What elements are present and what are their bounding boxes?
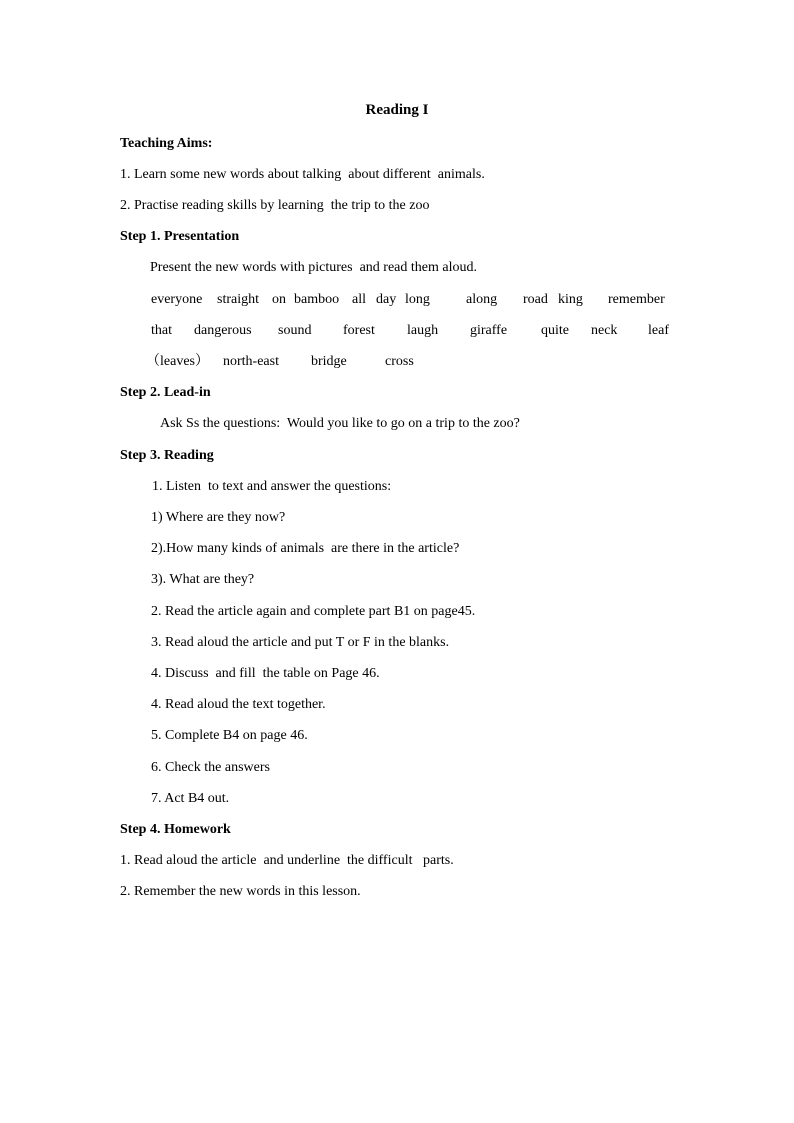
vocab-word: bamboo (294, 292, 340, 307)
page-title: Reading I (365, 102, 429, 118)
step1-intro: Present the new words with pictures and read them aloud. (150, 260, 477, 275)
step3-item: 2. Read the article again and complete part B1 on page45. (151, 604, 476, 619)
step3-item: 3). What are they? (151, 572, 255, 587)
vocab-word: dangerous (194, 323, 252, 338)
teaching-aims-heading: Teaching Aims: (120, 136, 213, 151)
vocab-word: king (558, 292, 583, 307)
step3-item: 7. Act B4 out. (151, 791, 230, 806)
vocab-word: cross (385, 354, 414, 369)
vocab-word: day (376, 292, 397, 307)
vocab-word: forest (343, 323, 375, 338)
homework-item: 2. Remember the new words in this lesson. (120, 884, 361, 899)
step3-item: 4. Read aloud the text together. (151, 697, 326, 712)
vocab-word: giraffe (470, 323, 508, 338)
vocab-word: everyone (151, 292, 203, 307)
step3-item: 4. Discuss and fill the table on Page 46. (151, 666, 380, 681)
step3-item: 3. Read aloud the article and put T or F in the blanks. (151, 635, 450, 650)
step3-item: 2).How many kinds of animals are there in the article? (151, 541, 460, 556)
teaching-aim-item: 1. Learn some new words about talking about different animals. (120, 167, 485, 182)
vocab-word: neck (591, 323, 618, 338)
step4-heading: Step 4. Homework (120, 822, 231, 837)
step2-heading: Step 2. Lead-in (120, 385, 211, 400)
vocab-word: that (151, 323, 172, 338)
vocab-word: （leaves） (146, 354, 209, 369)
vocab-word: north-east (223, 354, 279, 369)
vocab-word: sound (278, 323, 312, 338)
vocab-word: along (466, 292, 498, 307)
vocab-word: long (405, 292, 430, 307)
step2-text: Ask Ss the questions: Would you like to go on a trip to the zoo? (160, 416, 520, 431)
step3-item: 1. Listen to text and answer the questions: (152, 479, 392, 494)
vocab-word: road (523, 292, 548, 307)
homework-item: 1. Read aloud the article and underline the difficult parts. (120, 853, 454, 868)
vocab-word: quite (541, 323, 569, 338)
step3-item: 1) Where are they now? (151, 510, 286, 525)
vocab-word: leaf (648, 323, 669, 338)
step1-heading: Step 1. Presentation (120, 229, 240, 244)
step3-heading: Step 3. Reading (120, 448, 214, 463)
step3-item: 6. Check the answers (151, 760, 270, 775)
vocab-word: all (352, 292, 366, 307)
vocab-word: bridge (311, 354, 347, 369)
teaching-aim-item: 2. Practise reading skills by learning the trip to the zoo (120, 198, 430, 213)
vocab-word: laugh (407, 323, 439, 338)
step3-item: 5. Complete B4 on page 46. (151, 728, 308, 743)
vocab-word: straight (217, 292, 259, 307)
vocab-word: remember (608, 292, 665, 307)
vocab-word: on (272, 292, 286, 307)
